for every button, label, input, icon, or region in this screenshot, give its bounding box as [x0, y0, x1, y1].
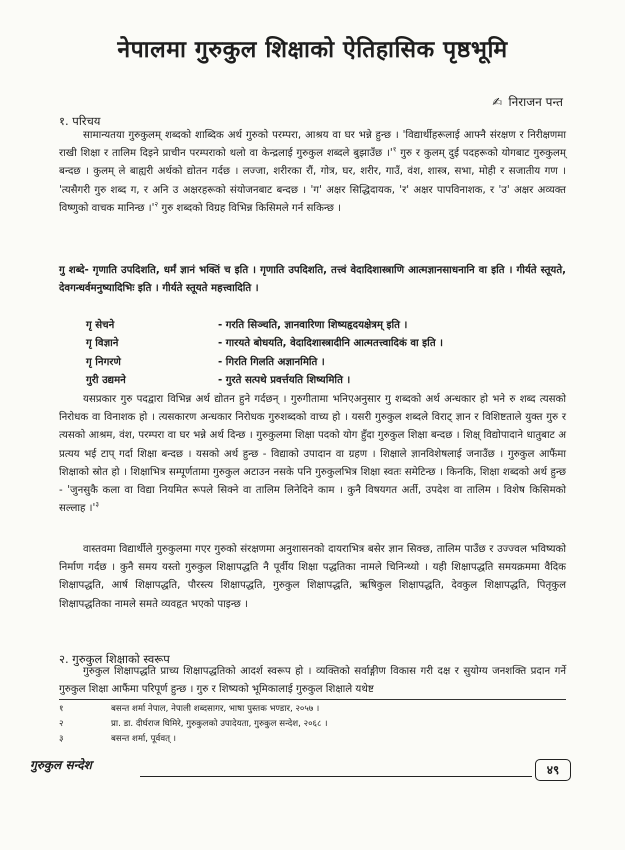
- footnote-mark-2: २: [154, 200, 159, 209]
- definition-text: - गरति सिञ्चति, ज्ञानवारिणा शिष्यहृदयक्षेत्रम् इति ।: [218, 320, 408, 331]
- footnotes: [59, 702, 566, 747]
- intro-text-part-2: गुरु र कुलम् दुई पदहरूको योगबाट गुरुकुलम् बन्दछ । कुलम् ले बाह्यरी अर्थको द्योतन गर्दछ । लज्जा, शरीरका रौं, गोत्र, घर, शरीर, गाउँ, वंश, शास्त्र, सभा, मोही र सजातीय गण । 'त्यसैगरी गुरु शब्द ग, र अनि उ अक्षरहरूको संयोजनबाट बन्दछ । 'ग' अक्षर सिद्धिदायक, 'र' अक्षर पापविनाशक, र 'उ' अक्षर अव्यक्त विष्णुको वाचक मानिन्छ ।': [59, 148, 566, 214]
- definition-term: गृ विज्ञाने: [86, 338, 119, 350]
- footnote-divider: [59, 699, 566, 700]
- definition-row: [86, 317, 566, 335]
- footnote-number: १: [59, 704, 64, 714]
- intro-paragraph: [59, 127, 566, 255]
- footnote-text: बसन्त शर्मा नेपाल, नेपाली शब्दसागर, भाषा पुस्तक भण्डार, २०५७ ।: [111, 704, 320, 714]
- nature-paragraph: गुरुकुल शिक्षापद्धति प्राच्य शिक्षापद्धतिको आदर्श स्वरूप हो । व्यक्तिको सर्वाङ्गीण विकास गरी दक्ष र सुयोग्य जनशक्ति प्रदान गर्ने गुरुकुल शिक्षा आफैंमा परिपूर्ण हुन्छ । गुरु र शिष्यको भूमिकालाई गुरुकुल शिक्षाले यथेष्ट: [59, 666, 566, 696]
- footnote-number: २: [59, 719, 64, 729]
- definition-term: गृ निगरणे: [86, 356, 121, 368]
- definition-row: [86, 354, 566, 372]
- definition-row: [86, 335, 566, 353]
- sanskrit-etymology: गु शब्दे- गृणाति उपदिशति, धर्मं ज्ञानं भक्तिं च इति । गृणाति उपदिशति, तत्त्वं वेदादिशास्त्राणि आत्मज्ञानसाधनानि वा इति । गीर्यते स्तूयते, देवगन्धर्वमनुष्यादिभिः इति । गीर्यते स्तूयते महत्त्वादिति ।: [59, 265, 566, 295]
- definition-term: गुरी उद्यमने: [86, 375, 126, 387]
- definition-row: [86, 372, 566, 390]
- etymology-definitions: [86, 317, 566, 391]
- intro-text-part-3: गुरु शब्दको विग्रह विभिन्न किसिमले गर्न सकिन्छ ।: [158, 202, 342, 214]
- intro-text-part-1: सामान्यतया गुरुकुलम् शब्दको शाब्दिक अर्थ गुरुको परम्परा, आश्रय वा घर भन्ने हुन्छ । 'विद्यार्थीहरूलाई आफ्नै संरक्षण र निरीक्षणमा राखी शिक्षा र तालिम दिइने प्राचीन परम्पराको थलो वा केन्द्रलाई गुरुकुल शब्दले बुझाउँछ ।': [59, 130, 566, 160]
- author-name: निराजन पन्त: [508, 95, 563, 109]
- section-heading-introduction: १. परिचय: [59, 114, 101, 128]
- footer-rule: [140, 776, 532, 777]
- author-line: [492, 93, 563, 110]
- footnote-mark-1: १: [392, 145, 397, 154]
- journal-name: गुरुकुल सन्देश: [30, 758, 92, 772]
- footnote: [59, 732, 566, 747]
- meaning-paragraph: [59, 391, 566, 537]
- footnote-number: ३: [59, 734, 64, 744]
- history-paragraph: वास्तवमा विद्यार्थीले गुरुकुलमा गएर गुरुको संरक्षणमा अनुशासनको दायराभित्र बसेर ज्ञान सिक्छ, तालिम पाउँछ र उज्ज्वल भविष्यको निर्माण गर्दछ । कुनै समय यस्तो गुरुकुल शिक्षापद्धति नै पूर्वीय शिक्षा पद्धतिका नामले चिनिन्थ्यो । यही शिक्षापद्धति समयक्रममा वैदिक शिक्षापद्धति, आर्ष शिक्षापद्धति, पौरस्त्य शिक्षापद्धति, गुरुकुल शिक्षापद्धति, ऋषिकुल शिक्षापद्धति, देवकुल शिक्षापद्धति, पितृकुल शिक्षापद्धतिका नामले समते व्यवहृत भएको पाइन्छ ।: [59, 544, 566, 610]
- footnote-mark-3: ३: [95, 500, 99, 509]
- definition-text: - गारयते बोधयति, वेदादिशास्त्रादीनि आत्मतत्त्वादिकं वा इति ।: [218, 338, 444, 350]
- meaning-text: यसप्रकार गुरु पदद्वारा विभिन्न अर्थ द्योतन हुने गर्दछन् । गुरुगीतामा भनिएअनुसार गु शब्दको अर्थ अन्धकार हो भने रु शब्द त्यसको निरोधक वा विनाशक हो । त्यसकारण अन्धकार निरोधक गुरुशब्दको वाच्य हो । यसरी गुरुकुल शब्दले विराट् ज्ञान र विशिष्टताले युक्त गुरु र त्यसको आश्रम, वंश, परम्परा वा घर भन्ने अर्थ दिन्छ । गुरुकुलमा शिक्षा पदको योग हुँदा गुरुकुल शिक्षा बन्दछ । शिक्ष् विद्योपादाने धातुबाट अ प्रत्यय भई टाप् गर्दा शिक्षा बन्दछ । यसको अर्थ हुन्छ - विद्याको उपादान वा ग्रहण । शिक्षाले ज्ञानविशेषलाई जनाउँछ । गुरुकुल आफैंमा शिक्षाको स्रोत हो । शिक्षाभित्र सम्पूर्णतामा गुरुकुल अटाउन नसके पनि गुरुकुलभित्र शिक्षा स्वतः समेटिन्छ । किनकि, शिक्षा शब्दको अर्थ हुन्छ - 'जुनसुकै कला वा विद्या नियमित रूपले सिक्ने वा तालिम लिनेदिने काम । कुनै विषयगत अर्ती, उपदेश वा तालिम । विशेष किसिमको सल्लाह ।': [59, 394, 566, 515]
- definition-text: - गिरति गिलति अज्ञानमिति ।: [218, 356, 325, 368]
- definition-text: - गुरते सत्पथे प्रवर्त्तयति शिष्यमिति ।: [218, 375, 351, 387]
- pen-icon: ✍: [492, 95, 503, 109]
- definition-term: गृ सेचने: [86, 320, 115, 331]
- footnote: [59, 717, 566, 732]
- footnote-text: प्रा. डा. दीर्घराज घिमिरे, गुरुकुलको उपादेयता, गुरुकुल सन्देश, २०६८ ।: [111, 719, 328, 729]
- section-heading-nature: २. गुरुकुल शिक्षाको स्वरूप: [59, 652, 170, 666]
- page-number: ४९: [535, 759, 571, 781]
- article-title: नेपालमा गुरुकुल शिक्षाको ऐतिहासिक पृष्ठभूमि: [117, 37, 508, 63]
- footnote: [59, 702, 566, 717]
- footnote-text: बसन्त शर्मा, पूर्ववत् ।: [111, 734, 176, 744]
